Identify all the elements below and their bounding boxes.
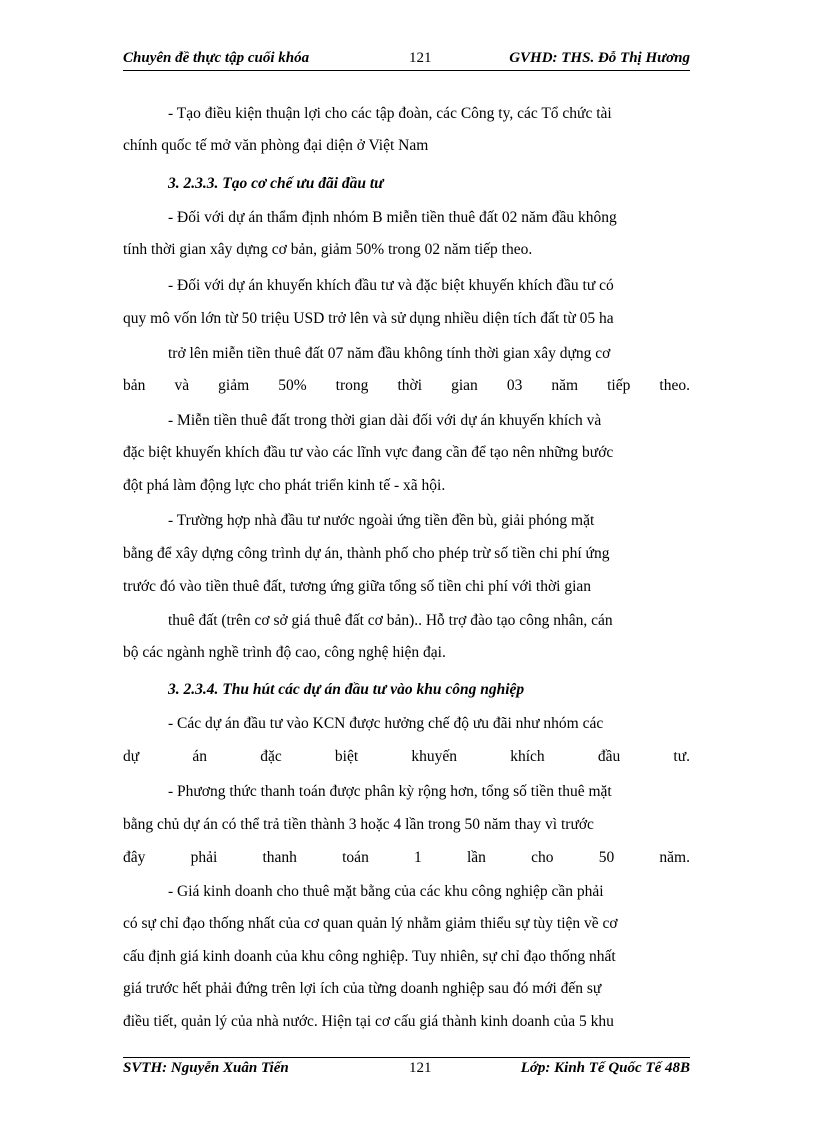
paragraph-line: bộ các ngành nghề trình độ cao, công nghệ hiện đại. bbox=[123, 644, 446, 661]
paragraph-line: dự án đặc biệt khuyến khích đầu tư. bbox=[123, 748, 690, 765]
paragraph-line: - Phương thức thanh toán được phân kỳ rộng hơn, tổng số tiền thuê mặt bbox=[168, 783, 612, 800]
paragraph-line: bản và giảm 50% trong thời gian 03 năm tiếp theo. bbox=[123, 377, 690, 394]
footer-student: SVTH: Nguyễn Xuân Tiến bbox=[123, 1060, 289, 1076]
page-header bbox=[123, 48, 690, 71]
header-title: Chuyên đề thực tập cuối khóa bbox=[123, 50, 310, 66]
paragraph-line: thuê đất (trên cơ sở giá thuê đất cơ bản).. Hỗ trợ đào tạo công nhân, cán bbox=[168, 612, 613, 629]
header-supervisor: GVHD: THS. Đỗ Thị Hương bbox=[509, 50, 690, 66]
paragraph-line: cấu định giá kinh doanh của khu công nghiệp. Tuy nhiên, sự chỉ đạo thống nhất bbox=[123, 948, 616, 965]
section-heading-3-2-3-3: 3. 2.3.3. Tạo cơ chế ưu đãi đầu tư bbox=[168, 175, 384, 192]
paragraph-line: - Miễn tiền thuê đất trong thời gian dài đối với dự án khuyến khích và bbox=[168, 412, 602, 429]
paragraph-line: đặc biệt khuyến khích đầu tư vào các lĩnh vực đang cần để tạo nên những bước bbox=[123, 444, 614, 461]
paragraph-line: giá trước hết phải đứng trên lợi ích của từng doanh nghiệp sau đó mới đến sự bbox=[123, 980, 602, 997]
paragraph-line: có sự chỉ đạo thống nhất của cơ quan quản lý nhằm giảm thiểu sự tùy tiện về cơ bbox=[123, 915, 618, 932]
paragraph-line: - Trường hợp nhà đầu tư nước ngoài ứng tiền đền bù, giải phóng mặt bbox=[168, 512, 595, 529]
paragraph-line: đột phá làm động lực cho phát triển kinh tế - xã hội. bbox=[123, 477, 446, 494]
paragraph-line: tính thời gian xây dựng cơ bản, giảm 50% trong 02 năm tiếp theo. bbox=[123, 241, 533, 258]
paragraph-line: - Các dự án đầu tư vào KCN được hưởng chế độ ưu đãi như nhóm các bbox=[168, 715, 604, 732]
paragraph-line: - Đối với dự án thẩm định nhóm B miễn tiền thuê đất 02 năm đầu không bbox=[168, 209, 617, 226]
paragraph-line: quy mô vốn lớn từ 50 triệu USD trở lên và sử dụng nhiều diện tích đất từ 05 ha bbox=[123, 310, 614, 327]
paragraph-line: - Đối với dự án khuyến khích đầu tư và đặc biệt khuyến khích đầu tư có bbox=[168, 277, 614, 294]
footer-class: Lớp: Kinh Tế Quốc Tế 48B bbox=[520, 1060, 690, 1076]
paragraph-line: điều tiết, quản lý của nhà nước. Hiện tại cơ cấu giá thành kinh doanh của 5 khu bbox=[123, 1013, 614, 1030]
paragraph-line: - Tạo điều kiện thuận lợi cho các tập đoàn, các Công ty, các Tổ chức tài bbox=[168, 105, 612, 122]
paragraph-line: trở lên miễn tiền thuê đất 07 năm đầu không tính thời gian xây dựng cơ bbox=[168, 345, 611, 362]
page-footer bbox=[123, 1057, 690, 1082]
paragraph-line: đây phải thanh toán 1 lần cho 50 năm. bbox=[123, 849, 690, 866]
paragraph-line: trước đó vào tiền thuê đất, tương ứng giữa tổng số tiền chi phí với thời gian bbox=[123, 578, 592, 595]
footer-page-number: 121 bbox=[409, 1060, 432, 1076]
paragraph-line: bằng chủ dự án có thể trả tiền thành 3 hoặc 4 lần trong 50 năm thay vì trước bbox=[123, 816, 594, 833]
section-heading-3-2-3-4: 3. 2.3.4. Thu hút các dự án đầu tư vào khu công nghiệp bbox=[168, 681, 525, 698]
header-page-number: 121 bbox=[409, 50, 432, 66]
paragraph-line: - Giá kinh doanh cho thuê mặt bằng của các khu công nghiệp cần phải bbox=[168, 883, 604, 900]
paragraph-line: chính quốc tế mở văn phòng đại diện ở Việt Nam bbox=[123, 137, 429, 154]
paragraph-line: bằng để xây dựng công trình dự án, thành phố cho phép trừ số tiền chi phí ứng bbox=[123, 545, 610, 562]
